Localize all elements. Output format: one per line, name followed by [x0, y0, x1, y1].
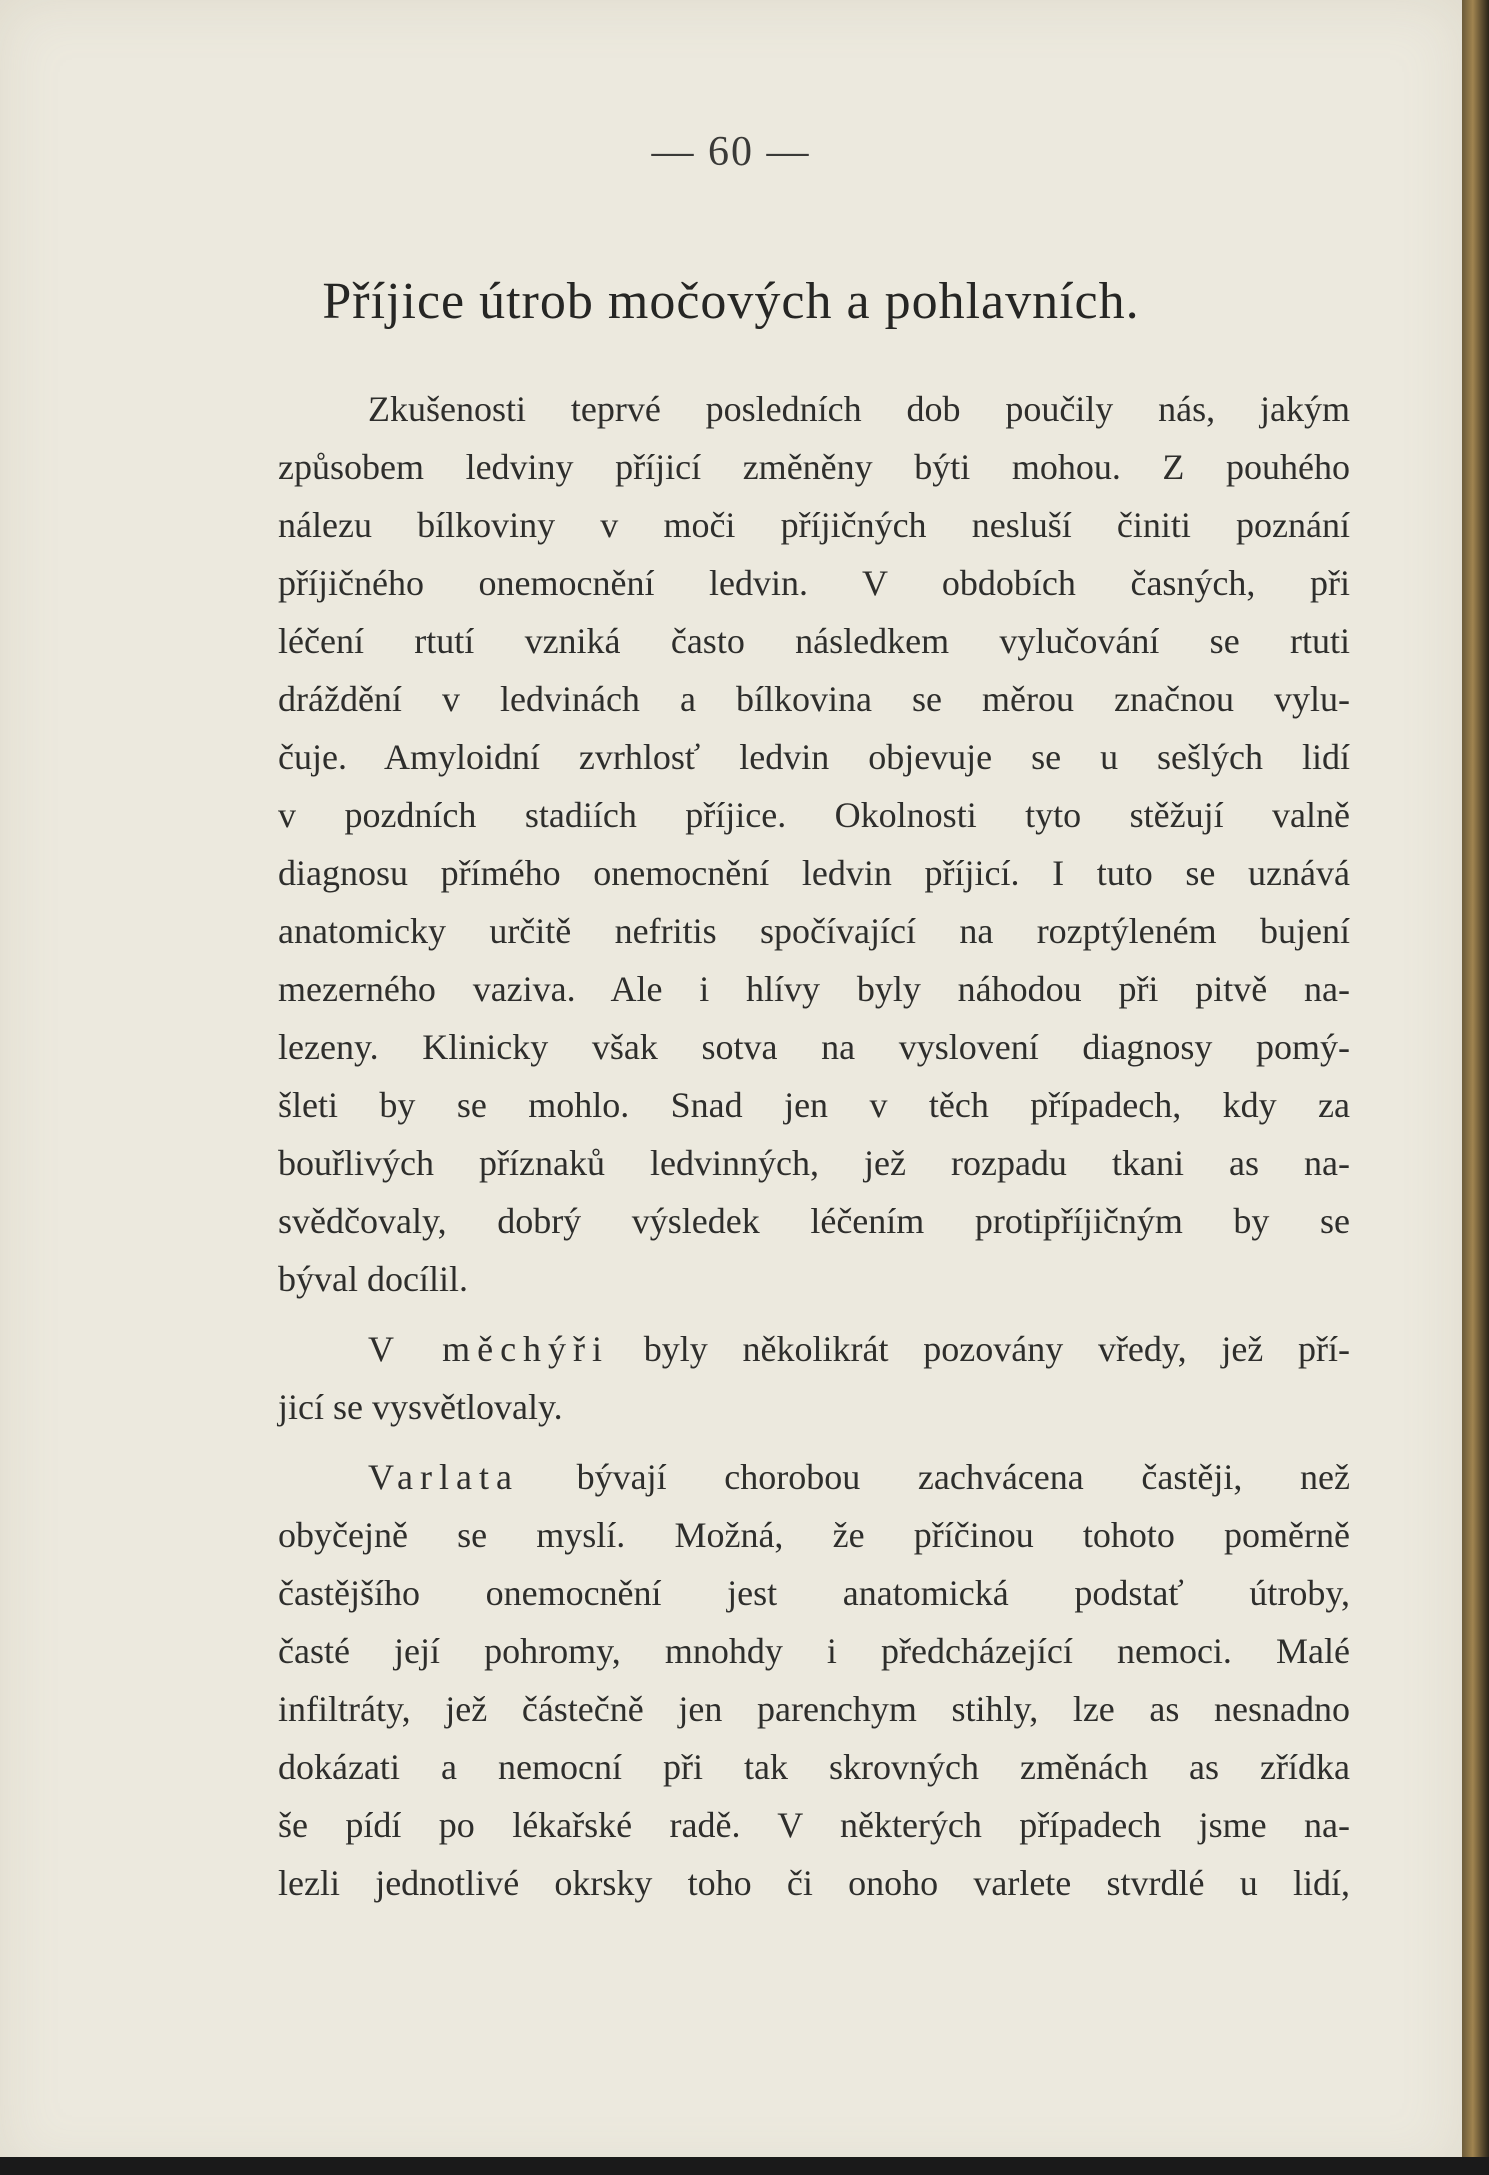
text-line: bouřlivých příznaků ledvinných, jež rozpadu tkani as na-	[278, 1143, 1350, 1183]
text-line: způsobem ledviny příjicí změněny býti mohou. Z pouhého	[278, 447, 1350, 487]
spaced-heading-word: Varlata	[368, 1457, 519, 1497]
text-line: časté její pohromy, mnohdy i předcházející nemoci. Malé	[278, 1631, 1350, 1671]
text-line: v pozdních stadiích příjice. Okolnosti tyto stěžují valně	[278, 795, 1350, 835]
text-line: čuje. Amyloidní zvrhlosť ledvin objevuje se u sešlých lidí	[278, 737, 1350, 777]
text-line: še pídí po lékařské radě. V některých případech jsme na-	[278, 1805, 1350, 1845]
paragraph-1	[278, 380, 1350, 1308]
text-line: dokázati a nemocní při tak skrovných změnách as zřídka	[278, 1747, 1350, 1787]
spaced-heading-word: V měchýři	[368, 1329, 610, 1369]
text-line: jicí se vysvětlovaly.	[278, 1387, 563, 1427]
text-line: příjičného onemocnění ledvin. V obdobích časných, při	[278, 563, 1350, 603]
text-line: častějšího onemocnění jest anatomická podstať útroby,	[278, 1573, 1350, 1613]
text-line: býval docílil.	[278, 1259, 468, 1299]
paragraph-2	[278, 1320, 1350, 1436]
text-line: lezli jednotlivé okrsky toho či onoho varlete stvrdlé u lidí,	[278, 1863, 1350, 1903]
text-line: Zkušenosti teprvé posledních dob poučily nás, jakým	[368, 389, 1350, 429]
text-line: léčení rtutí vzniká často následkem vylučování se rtuti	[278, 621, 1350, 661]
text-line: nálezu bílkoviny v moči příjičných nesluší činiti poznání	[278, 505, 1350, 545]
text-line	[278, 1320, 1350, 1378]
text-line: lezeny. Klinicky však sotva na vyslovení diagnosy pomý-	[278, 1027, 1350, 1067]
text-line: infiltráty, jež částečně jen parenchym stihly, lze as nesnadno	[278, 1689, 1350, 1729]
text-line: obyčejně se myslí. Možná, že příčinou tohoto poměrně	[278, 1515, 1350, 1555]
body-text	[278, 380, 1350, 1912]
text-line	[278, 1448, 1350, 1506]
text-fragment: bývají chorobou zachvácena častěji, než	[518, 1457, 1350, 1497]
chapter-title: Příjice útrob močových a pohlavních.	[322, 273, 1140, 330]
page-bottom-edge	[0, 2157, 1489, 2175]
text-line: šleti by se mohlo. Snad jen v těch případech, kdy za	[278, 1085, 1350, 1125]
book-spine-edge	[1462, 0, 1489, 2175]
text-fragment: byly několikrát pozovány vředy, jež pří-	[609, 1329, 1350, 1369]
text-line: diagnosu přímého onemocnění ledvin příjicí. I tuto se uznává	[278, 853, 1350, 893]
page-number: — 60 —	[651, 129, 811, 175]
text-line: anatomicky určitě nefritis spočívající na rozptýleném bujení	[278, 911, 1350, 951]
text-line: dráždění v ledvinách a bílkovina se měrou značnou vylu-	[278, 679, 1350, 719]
text-line: mezerného vaziva. Ale i hlívy byly náhodou při pitvě na-	[278, 969, 1350, 1009]
text-line: svědčovaly, dobrý výsledek léčením protipříjičným by se	[278, 1201, 1350, 1241]
paragraph-3	[278, 1448, 1350, 1912]
